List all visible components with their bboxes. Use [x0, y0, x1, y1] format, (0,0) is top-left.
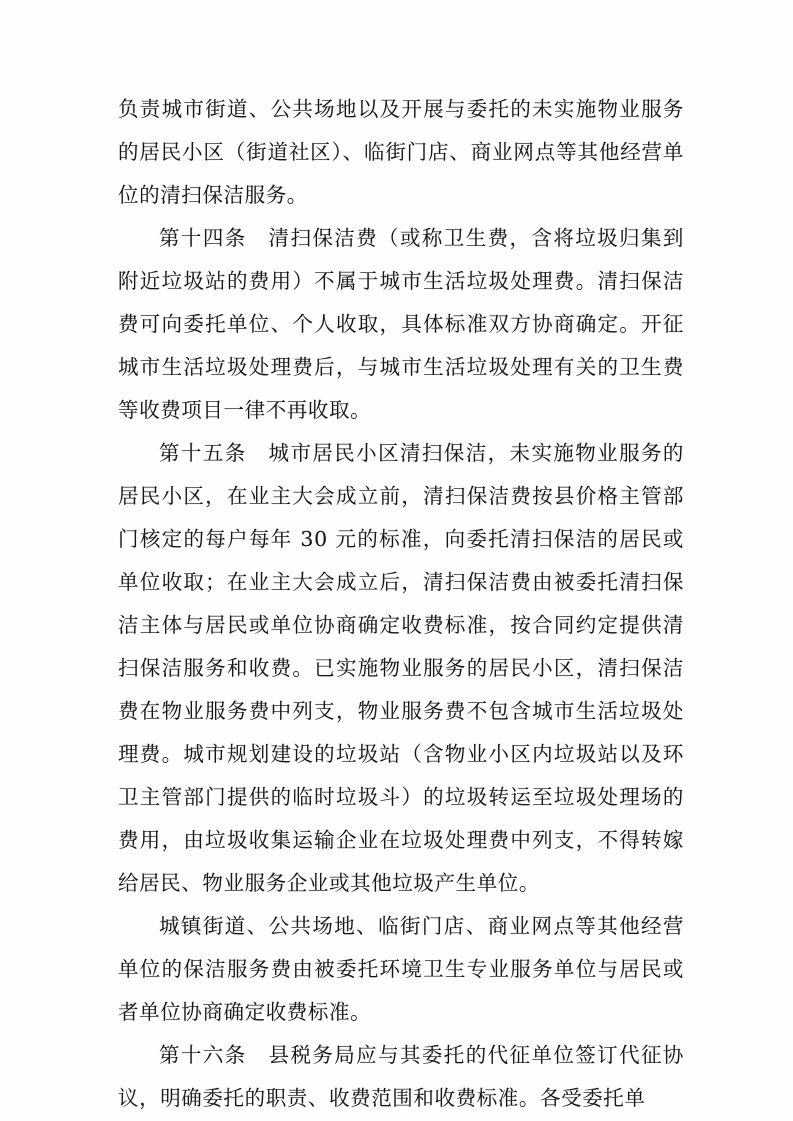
paragraph-article-15-continued: 城镇街道、公共场地、临街门店、商业网点等其他经营单位的保洁服务费由被委托环境卫生专业服务单位与居民或者单位协商确定收费标准。: [118, 914, 684, 1024]
paragraph-article-14: 第十四条 清扫保洁费（或称卫生费，含将垃圾归集到附近垃圾站的费用）不属于城市生活垃圾处理费。清扫保洁费可向委托单位、个人收取，具体标准双方协商确定。开征城市生活垃圾处理费后，与城市生活垃圾处理有关的卫生费等收费项目一律不再收取。: [118, 226, 684, 422]
paragraph-article-15: 第十五条 城市居民小区清扫保洁，未实施物业服务的居民小区，在业主大会成立前，清扫保洁费按县价格主管部门核定的每户每年 30 元的标准，向委托清扫保洁的居民或单位收取；在业主大会成立后，清扫保洁费由被委托清扫保洁主体与居民或单位协商确定收费标准，按合同约定提供清扫保洁服务和收费。已实施物业服务的居民小区，清扫保洁费在物业服务费中列支，物业服务费不包含城市生活垃圾处理费。城市规划建设的垃圾站（含物业小区内垃圾站以及环卫主管部门提供的临时垃圾斗）的垃圾转运至垃圾处理场的费用，由垃圾收集运输企业在垃圾处理费中列支，不得转嫁给居民、物业服务企业或其他垃圾产生单位。: [118, 441, 684, 895]
paragraph-article-16: 第十六条 县税务局应与其委托的代征单位签订代征协议，明确委托的职责、收费范围和收费标准。各受委托单: [118, 1043, 684, 1110]
document-body: [118, 88, 684, 1120]
paragraph-continued-article-13: 负责城市街道、公共场地以及开展与委托的未实施物业服务的居民小区（街道社区）、临街门店、商业网点等其他经营单位的清扫保洁服务。: [118, 97, 684, 207]
